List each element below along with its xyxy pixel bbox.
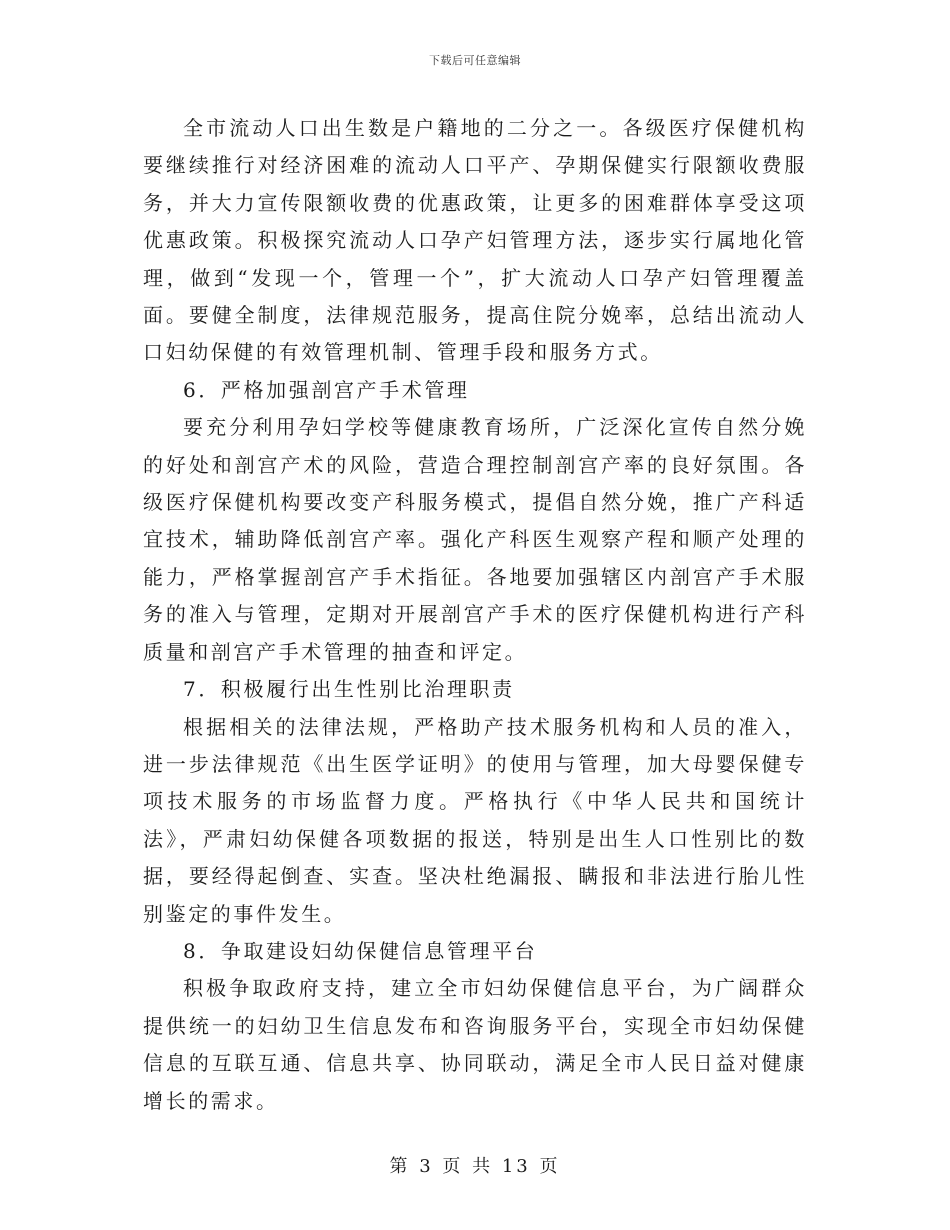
document-body [143,110,807,1120]
page-number-footer: 第 3 页 共 13 页 [389,1156,561,1177]
section-heading-7: 7．积极履行出生性别比治理职责 [183,677,515,702]
paragraph-sex-ratio: 根据相关的法律法规，严格助产技术服务机构和人员的准入，进一步法律规范《出生医学证明》的使用与管理，加大母婴保健专项技术服务的市场监督力度。严格执行《中华人民共和国统计法》，严肃妇幼保健各项数据的报送，特别是出生人口性别比的数据，要经得起倒查、实查。坚决杜绝漏报、瞒报和非法进行胎儿性别鉴定的事件发生。 [143,714,807,926]
section-heading-8: 8．争取建设妇幼保健信息管理平台 [183,938,538,963]
paragraph-floating-population: 全市流动人口出生数是户籍地的二分之一。各级医疗保健机构要继续推行对经济困难的流动人口平产、孕期保健实行限额收费服务，并大力宣传限额收费的优惠政策，让更多的困难群体享受这项优惠政策。积极探究流动人口孕产妇管理方法，逐步实行属地化管理，做到“发现一个，管理一个”，扩大流动人口孕产妇管理覆盖面。要健全制度，法律规范服务，提高住院分娩率，总结出流动人口妇幼保健的有效管理机制、管理手段和服务方式。 [143,116,807,365]
paragraph-cesarean-management: 要充分利用孕妇学校等健康教育场所，广泛深化宣传自然分娩的好处和剖宫产术的风险，营造合理控制剖宫产率的良好氛围。各级医疗保健机构要改变产科服务模式，提倡自然分娩，推广产科适宜技术，辅助降低剖宫产率。强化产科医生观察产程和顺产处理的能力，严格掌握剖宫产手术指征。各地要加强辖区内剖宫产手术服务的准入与管理，定期对开展剖宫产手术的医疗保健机构进行产科质量和剖宫产手术管理的抽查和评定。 [143,415,807,664]
section-heading-6: 6．严格加强剖宫产手术管理 [183,377,470,402]
paragraph-info-platform: 积极争取政府支持，建立全市妇幼保健信息平台，为广阔群众提供统一的妇幼卫生信息发布和咨询服务平台，实现全市妇幼保健信息的互联互通、信息共享、协同联动，满足全市人民日益对健康增长的需求。 [143,976,807,1113]
page-header-note: 下载后可任意编辑 [429,54,521,67]
